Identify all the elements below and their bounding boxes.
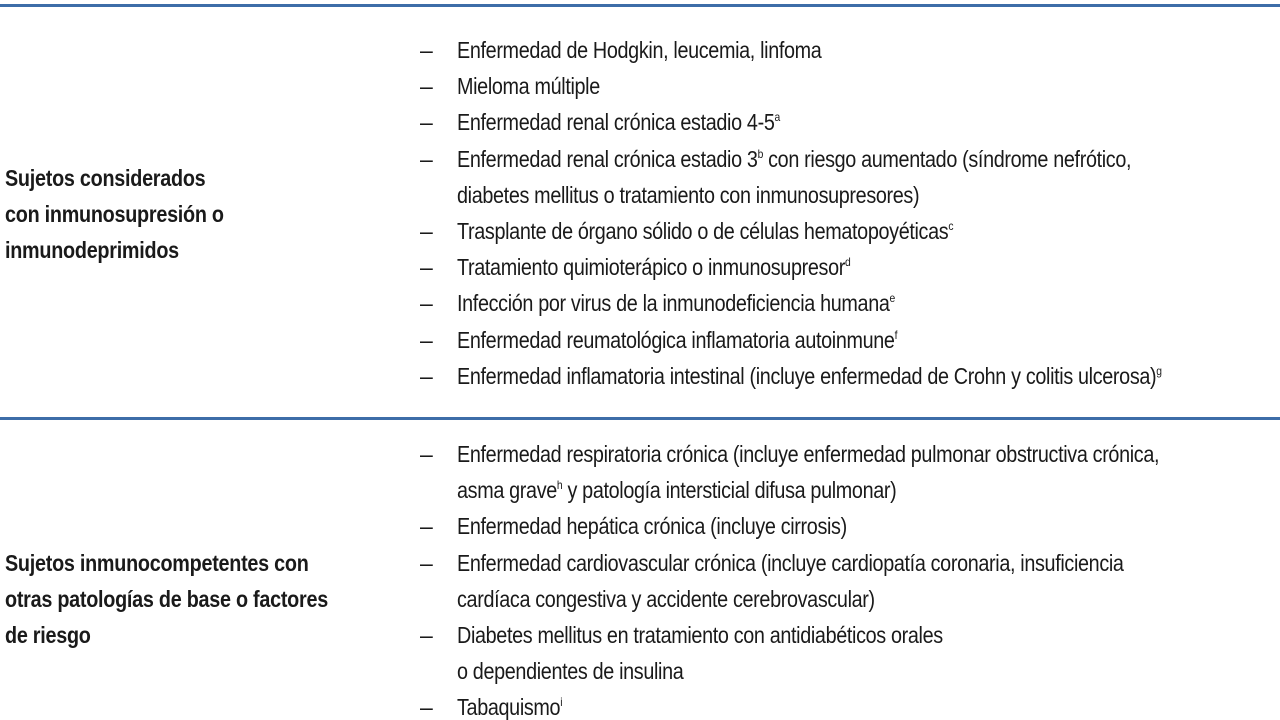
footnote-marker: i bbox=[560, 695, 563, 710]
list-item bbox=[420, 249, 1280, 285]
line-text: Enfermedad reumatológica inflamatoria autoinmune bbox=[457, 326, 895, 353]
list-item-line bbox=[457, 358, 1162, 394]
list-item-line bbox=[457, 689, 562, 720]
list-item-line bbox=[457, 249, 850, 285]
bullet-dash: – bbox=[420, 694, 433, 720]
bullet-dash: – bbox=[420, 73, 433, 100]
list-item-line bbox=[457, 177, 1131, 213]
bullet-dash: – bbox=[420, 622, 433, 649]
bullet-dash: – bbox=[420, 218, 433, 245]
list-item-text bbox=[457, 436, 1159, 508]
line-text: Enfermedad hepática crónica (incluye cirrosis) bbox=[457, 513, 847, 540]
list-item-text bbox=[457, 545, 1124, 617]
bullet-dash: – bbox=[420, 362, 433, 389]
list-item-line bbox=[457, 545, 1124, 581]
line-text: diabetes mellitus o tratamiento con inmunosupresores) bbox=[457, 181, 920, 208]
list-item bbox=[420, 508, 1280, 544]
row-title-line: Sujetos considerados bbox=[5, 165, 206, 191]
footnote-marker: f bbox=[894, 327, 898, 342]
footnote-marker: g bbox=[1156, 363, 1162, 378]
line-text: Infección por virus de la inmunodeficiencia humana bbox=[457, 290, 890, 317]
list-item-line bbox=[457, 581, 1124, 617]
line-text: o dependientes de insulina bbox=[457, 658, 684, 685]
bullet-dash: – bbox=[420, 109, 433, 136]
footnote-marker: e bbox=[889, 291, 895, 306]
list-item-line bbox=[457, 285, 895, 321]
list-item-text bbox=[457, 213, 953, 249]
list-item-line bbox=[457, 322, 897, 358]
list-item bbox=[420, 617, 1280, 689]
list-item bbox=[420, 285, 1280, 321]
line-text-continued: con riesgo aumentado (síndrome nefrótico, bbox=[762, 145, 1132, 172]
list-item-text bbox=[457, 68, 600, 104]
list-item-line bbox=[457, 617, 943, 653]
line-text: Enfermedad renal crónica estadio 3 bbox=[457, 145, 758, 172]
footnote-marker: b bbox=[757, 146, 763, 161]
row-title-immunocompetent bbox=[5, 545, 349, 653]
table-top-rule bbox=[0, 4, 1280, 7]
footnote-marker: a bbox=[774, 110, 780, 125]
bullet-dash: – bbox=[420, 549, 433, 576]
line-text: Trasplante de órgano sólido o de células hematopoyéticas bbox=[457, 218, 949, 245]
list-item-text bbox=[457, 32, 821, 68]
line-text: cardíaca congestiva y accidente cerebrovascular) bbox=[457, 585, 875, 612]
list-item bbox=[420, 213, 1280, 249]
row-title-line: con inmunosupresión o bbox=[5, 201, 224, 227]
row-title-line: inmunodeprimidos bbox=[5, 237, 179, 263]
footnote-marker: c bbox=[948, 219, 954, 234]
list-item-text bbox=[457, 141, 1131, 213]
list-item-line bbox=[457, 141, 1131, 177]
list-item-line bbox=[457, 68, 600, 104]
line-text: Diabetes mellitus en tratamiento con antidiabéticos orales bbox=[457, 622, 943, 649]
bullet-dash: – bbox=[420, 37, 433, 63]
line-text-continued: y patología intersticial difusa pulmonar) bbox=[562, 477, 897, 504]
line-text: Enfermedad inflamatoria intestinal (incluye enfermedad de Crohn y colitis ulcerosa) bbox=[457, 362, 1157, 389]
condition-list-immunosuppressed bbox=[420, 32, 1280, 394]
footnote-marker: d bbox=[844, 255, 851, 270]
row-title-immunosuppressed bbox=[5, 160, 349, 268]
line-text: asma grave bbox=[457, 477, 557, 504]
list-item-text bbox=[457, 285, 895, 321]
bullet-dash: – bbox=[420, 513, 433, 540]
list-item-text bbox=[457, 508, 847, 544]
list-item-line bbox=[457, 213, 953, 249]
bullet-dash: – bbox=[420, 254, 433, 281]
condition-list-immunocompetent bbox=[420, 436, 1280, 720]
line-text: Tratamiento quimioterápico o inmunosupresor bbox=[457, 254, 845, 281]
line-text: Tabaquismo bbox=[457, 694, 561, 720]
list-item bbox=[420, 141, 1280, 213]
list-item bbox=[420, 32, 1280, 68]
list-item bbox=[420, 689, 1280, 720]
line-text: Enfermedad cardiovascular crónica (incluye cardiopatía coronaria, insuficiencia bbox=[457, 549, 1124, 576]
row-title-line: Sujetos inmunocompetentes con bbox=[5, 550, 309, 576]
list-item bbox=[420, 545, 1280, 617]
line-text: Enfermedad renal crónica estadio 4-5 bbox=[457, 109, 775, 136]
list-item bbox=[420, 322, 1280, 358]
list-item-line bbox=[457, 436, 1159, 472]
list-item-text bbox=[457, 249, 850, 285]
row-title-line: de riesgo bbox=[5, 622, 91, 648]
list-item bbox=[420, 104, 1280, 140]
list-item-text bbox=[457, 104, 780, 140]
list-item-text bbox=[457, 689, 562, 720]
list-item-line bbox=[457, 472, 1159, 508]
list-item bbox=[420, 68, 1280, 104]
list-item-line bbox=[457, 653, 943, 689]
table-row-divider bbox=[0, 417, 1280, 420]
bullet-dash: – bbox=[420, 290, 433, 317]
list-item-text bbox=[457, 617, 943, 689]
bullet-dash: – bbox=[420, 326, 433, 353]
line-text: Enfermedad de Hodgkin, leucemia, linfoma bbox=[457, 37, 822, 63]
list-item bbox=[420, 436, 1280, 508]
list-item-line bbox=[457, 104, 780, 140]
list-item-line bbox=[457, 508, 847, 544]
line-text: Mieloma múltiple bbox=[457, 73, 600, 100]
list-item bbox=[420, 358, 1280, 394]
bullet-dash: – bbox=[420, 145, 433, 172]
list-item-text bbox=[457, 322, 897, 358]
line-text: Enfermedad respiratoria crónica (incluye enfermedad pulmonar obstructiva crónica, bbox=[457, 441, 1160, 467]
bullet-dash: – bbox=[420, 441, 433, 467]
list-item-text bbox=[457, 358, 1162, 394]
footnote-marker: h bbox=[556, 478, 563, 493]
row-title-line: otras patologías de base o factores bbox=[5, 586, 328, 612]
list-item-line bbox=[457, 32, 821, 68]
